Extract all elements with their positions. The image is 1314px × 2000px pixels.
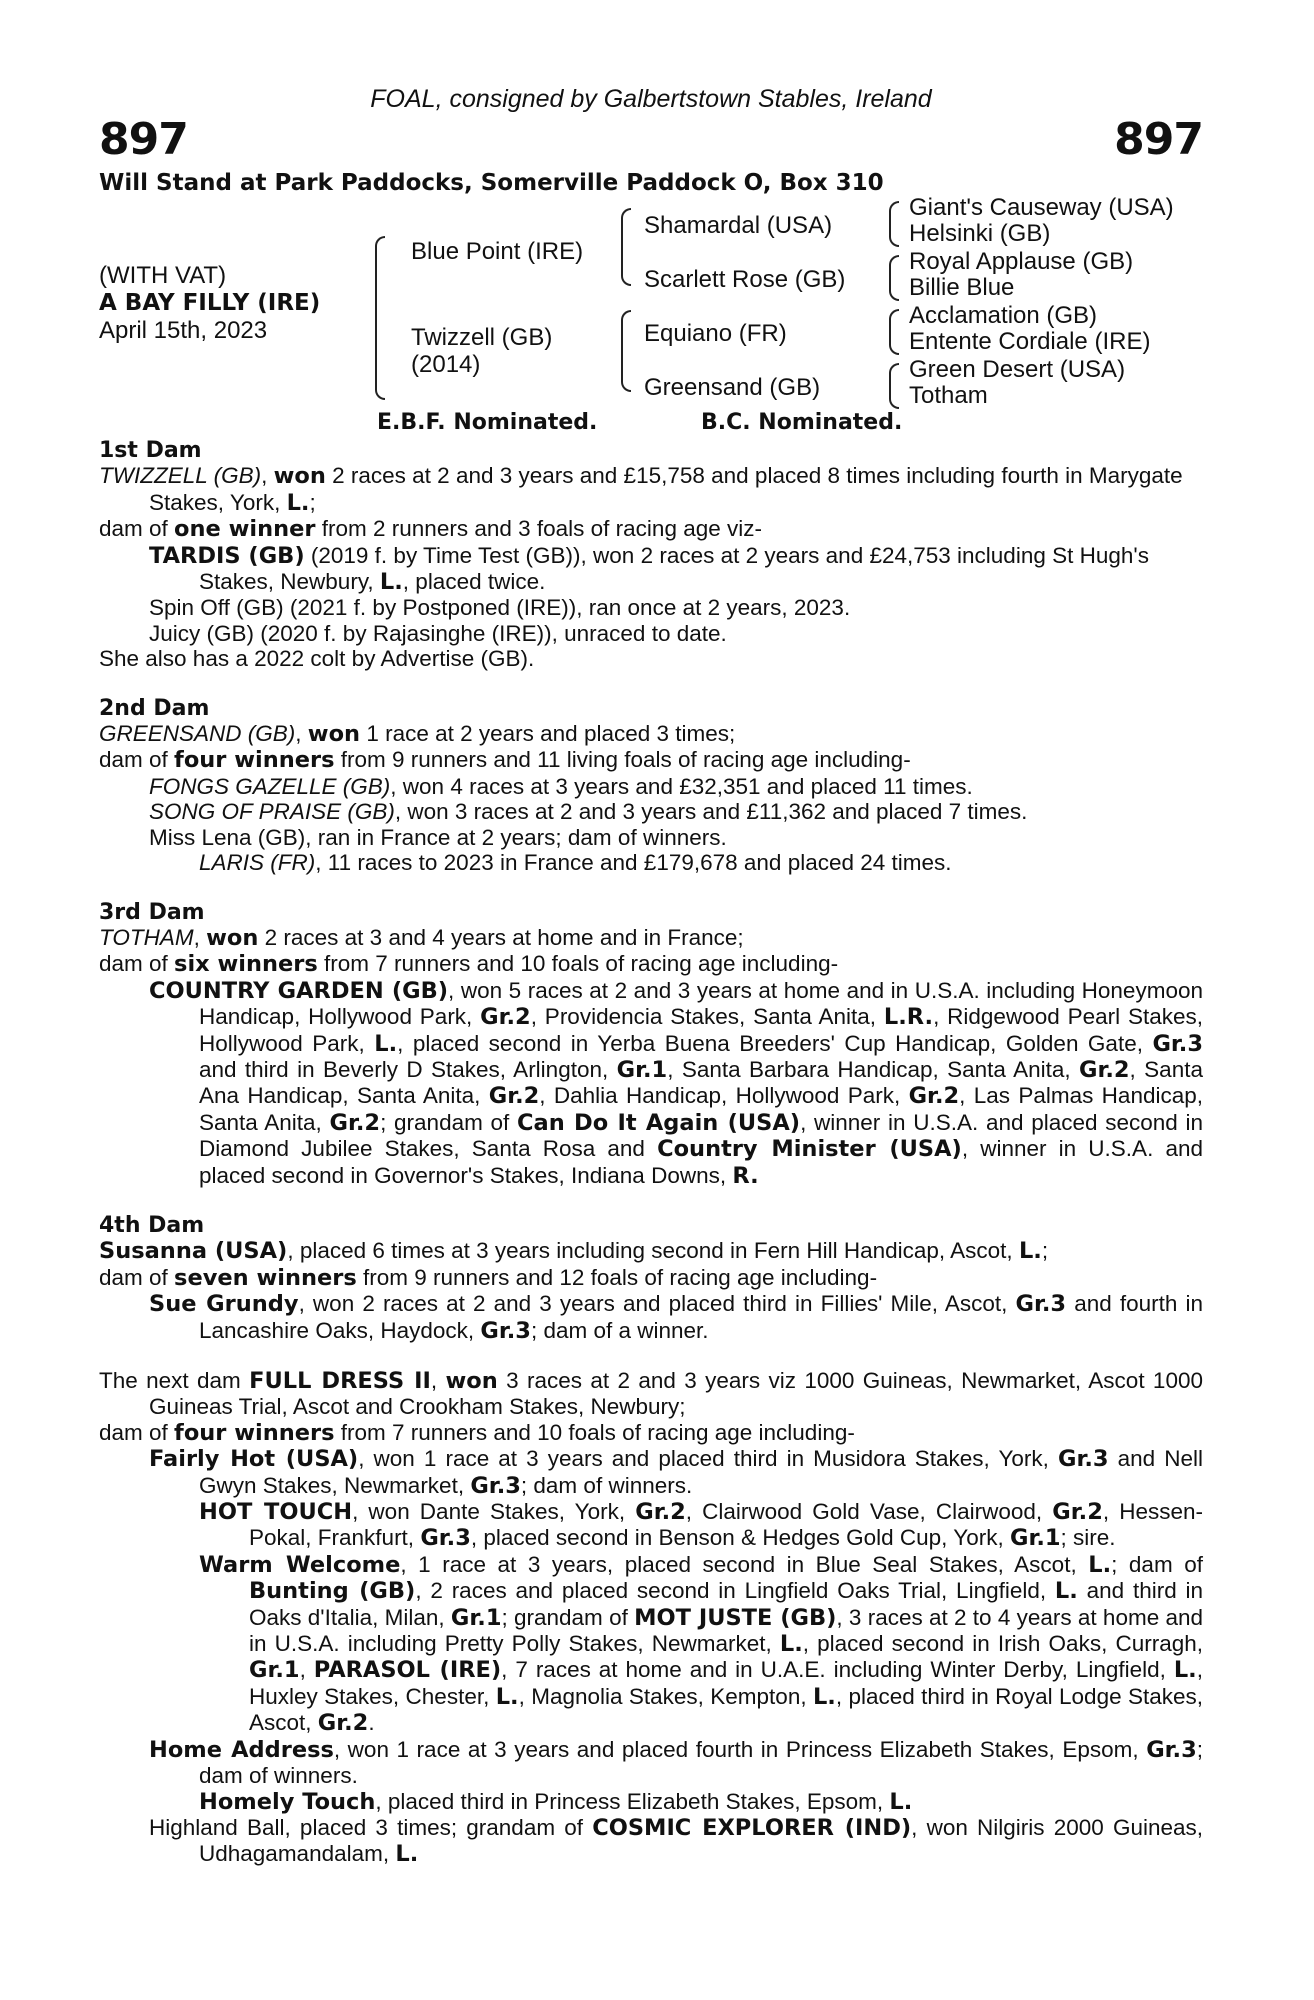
text-span: , Hessen-Pokal, Frankfurt, — [249, 1499, 1203, 1551]
sire-dam-sire: Royal Applause (GB) — [909, 248, 1134, 275]
produce-entry — [99, 543, 1203, 596]
grade-label: L. — [1088, 1551, 1112, 1578]
ebf-nominated: E.B.F. Nominated. — [377, 410, 598, 435]
text-span: from 7 runners and 10 foals of racing age including- — [317, 951, 839, 977]
produce-entry — [99, 978, 1203, 1189]
consignor-line: FOAL, consigned by Galbertstown Stables, Ireland — [370, 85, 932, 113]
progeny-name: Home Address — [149, 1736, 334, 1763]
next-dam-section — [99, 1368, 1203, 1868]
grade-label: Gr.2 — [317, 1710, 369, 1737]
produce-entry — [99, 1815, 1203, 1868]
foaling-date: April 15th, 2023 — [99, 317, 268, 344]
second-dam-produce-summary — [99, 747, 1203, 773]
produce-entry — [99, 799, 1203, 824]
text-span: ; sire. — [1060, 1525, 1116, 1551]
progeny-name: FONGS GAZELLE (GB) — [149, 773, 391, 799]
nominations-row — [99, 408, 1203, 438]
text-span: , Clairwood Gold Vase, Clairwood, — [685, 1499, 1053, 1525]
progeny-name: SONG OF PRAISE (GB) — [149, 799, 395, 825]
text-span: , placed 6 times at 3 years including second in Fern Hill Handicap, Ascot, — [287, 1238, 1019, 1264]
text-span: , 7 races at home and in U.A.E. including Winter Derby, Lingfield, — [501, 1657, 1174, 1683]
produce-entry — [99, 850, 1203, 875]
progeny-name: COSMIC EXPLORER (IND) — [592, 1814, 912, 1841]
text-span: , winner in U.S.A. and placed second in Governor's Stakes, Indiana Downs, — [199, 1136, 1203, 1188]
grade-label: L. — [779, 1631, 803, 1658]
text-span: and Nell Gwyn Stakes, Newmarket, — [199, 1446, 1203, 1498]
dam-dam-sire: Green Desert (USA) — [909, 356, 1126, 383]
grade-label: Gr.2 — [488, 1083, 540, 1110]
text-span: , won 1 race at 3 years and placed fourth in Princess Elizabeth Stakes, Epsom, — [333, 1736, 1147, 1762]
third-dam-section — [99, 900, 1203, 1189]
text-span: , Las Palmas Handicap, Santa Anita, — [199, 1083, 1203, 1135]
second-dam-record — [99, 721, 1203, 747]
grade-label: Gr.3 — [1015, 1291, 1067, 1318]
text-span: , placed second in Benson & Hedges Gold Cup, York, — [470, 1525, 1010, 1551]
lot-number-left: 897 — [99, 114, 188, 165]
next-dam-produce-summary — [99, 1420, 1203, 1446]
grade-label: L. — [1054, 1578, 1078, 1605]
section-gap — [99, 1344, 1203, 1368]
text-span: ; — [1041, 1238, 1049, 1264]
text-span: 3 races at 2 and 3 years viz 1000 Guineas, Newmarket, Ascot 1000 Guineas Trial, Ascot and Crookham Stakes, Newbury; — [149, 1368, 1203, 1420]
section-gap — [99, 1189, 1203, 1213]
text-span: , — [261, 463, 274, 489]
text-span: , winner in U.S.A. and placed second in Diamond Jubilee Stakes, Santa Rosa and — [199, 1109, 1203, 1162]
text-span: , — [295, 721, 308, 747]
text-span: , 11 races to 2023 in France and £179,678 and placed 24 times. — [315, 850, 952, 876]
bc-nominated: B.C. Nominated. — [701, 410, 903, 435]
grade-label: L. — [889, 1788, 913, 1815]
catalogue-page — [99, 84, 1203, 1868]
first-dam-heading: 1st Dam — [99, 438, 202, 463]
won-bold: won — [307, 721, 361, 748]
text-span: Highland Ball, placed 3 times; grandam of — [149, 1814, 593, 1840]
text-span: ; dam of a winner. — [530, 1317, 709, 1343]
text-span: . — [368, 1710, 375, 1736]
winners-count: four winners — [174, 1419, 335, 1446]
text-span: , placed third in Princess Elizabeth Stakes, Epsom, — [375, 1788, 890, 1814]
text-span: 2 races at 3 and 4 years at home and in France; — [258, 924, 744, 950]
text-span: , Santa Ana Handicap, Santa Anita, — [199, 1056, 1203, 1109]
text-span: dam of — [99, 516, 175, 542]
text-span: from 9 runners and 12 foals of racing age including- — [356, 1264, 878, 1290]
brace-sd — [889, 255, 899, 301]
dam-name-italic: GREENSAND (GB) — [99, 721, 296, 747]
dam-name-bold: Susanna (USA) — [99, 1238, 288, 1265]
section-gap — [99, 672, 1203, 696]
text-span: and third in Beverly D Stakes, Arlington, — [199, 1056, 617, 1082]
grade-label: L. — [379, 569, 403, 596]
grade-label: Gr.2 — [329, 1109, 381, 1136]
text-span: ; grandam of — [380, 1109, 518, 1135]
text-span: , Dahlia Handicap, Hollywood Park, — [539, 1083, 909, 1109]
grade-label: Gr.1 — [450, 1604, 502, 1631]
text-span: (2019 f. by Time Test (GB)), won 2 races at 2 years and £24,753 including St Hugh's Stakes, Newbury, — [199, 542, 1149, 595]
third-dam-heading: 3rd Dam — [99, 899, 205, 925]
text-span: , 3 races at 2 to 4 years at home and in U.S.A. including Pretty Polly Stakes, Newmarket, — [249, 1604, 1204, 1657]
text-span: , Santa Barbara Handicap, Santa Anita, — [667, 1056, 1079, 1082]
grade-label: Gr.1 — [249, 1657, 300, 1684]
progeny-name: COUNTRY GARDEN (GB) — [149, 977, 449, 1004]
text-span: , placed third in Royal Lodge Stakes, Ascot, — [249, 1683, 1203, 1736]
progeny-name: Fairly Hot (USA) — [149, 1446, 359, 1473]
produce-entry — [99, 774, 1203, 799]
grade-label: L. — [812, 1683, 836, 1710]
grade-label: Gr.3 — [470, 1472, 521, 1499]
grade-label: Gr.2 — [635, 1499, 686, 1526]
text-span: , Huxley Stakes, Chester, — [249, 1657, 1203, 1709]
dam-name-italic: TOTHAM — [99, 924, 194, 950]
grade-label: Gr.1 — [1009, 1525, 1061, 1552]
text-span: , — [193, 924, 207, 950]
text-span: 2 races at 2 and 3 years and £15,758 and placed 8 times including fourth in Marygate Stakes, York, — [149, 463, 1183, 515]
next-dam-record — [99, 1368, 1203, 1420]
brace-ds — [889, 309, 899, 355]
grade-label: L. — [286, 489, 310, 516]
text-span: from 9 runners and 11 living foals of racing age including- — [334, 747, 911, 773]
text-span: , won Nilgiris 2000 Guineas, Udhagamandalam, — [199, 1814, 1204, 1867]
progeny-name: Sue Grundy — [149, 1291, 299, 1318]
winners-count: one winner — [174, 516, 316, 543]
produce-entry: Spin Off (GB) (2021 f. by Postponed (IRE)), ran once at 2 years, 2023. — [149, 595, 851, 621]
lot-number-row — [99, 116, 1203, 164]
fourth-dam-section — [99, 1213, 1203, 1344]
text-span: , 2 races and placed second in Lingfield Oaks Trial, Lingfield, — [415, 1578, 1055, 1604]
first-dam-note: She also has a 2022 colt by Advertise (GB). — [99, 646, 535, 672]
winners-count: four winners — [174, 747, 335, 774]
progeny-name: Country Minister (USA) — [657, 1136, 962, 1163]
text-span: , won 3 races at 2 and 3 years and £11,362 and placed 7 times. — [394, 799, 1028, 825]
first-dam-produce-summary — [99, 516, 1203, 542]
progeny-name: TARDIS (GB) — [149, 542, 305, 569]
text-span: and fourth in Lancashire Oaks, Haydock, — [199, 1291, 1204, 1343]
winners-count: seven winners — [174, 1264, 357, 1291]
fourth-dam-record — [99, 1238, 1203, 1264]
text-span: , won 5 races at 2 and 3 years at home and in U.S.A. including Honeymoon Handicap, Hollywood Park, — [199, 977, 1203, 1030]
progeny-name: PARASOL (IRE) — [313, 1657, 502, 1684]
grade-label: Gr.2 — [1052, 1499, 1103, 1526]
grade-label: L. — [395, 1841, 419, 1868]
produce-entry: Miss Lena (GB), ran in France at 2 years; dam of winners. — [149, 824, 727, 850]
progeny-name: Warm Welcome — [199, 1551, 401, 1578]
grade-label: L.R. — [883, 1004, 934, 1031]
grade-label: Gr.1 — [616, 1056, 668, 1083]
dam-sire-dam: Entente Cordiale (IRE) — [909, 328, 1151, 355]
text-span: dam of — [99, 1419, 175, 1445]
text-span: from 7 runners and 10 foals of racing age including- — [334, 1419, 855, 1445]
produce-entry — [99, 1291, 1203, 1344]
text-span: , won 4 races at 3 years and £32,351 and placed 11 times. — [390, 773, 973, 799]
text-span: from 2 runners and 3 foals of racing age viz- — [315, 516, 762, 542]
text-span: and third in Oaks d'Italia, Milan, — [249, 1578, 1204, 1630]
grade-label: R. — [732, 1162, 759, 1189]
stand-location: Will Stand at Park Paddocks, Somerville Paddock O, Box 310 — [99, 170, 884, 196]
winners-count: six winners — [174, 951, 318, 978]
text-span: 1 race at 2 years and placed 3 times; — [360, 721, 736, 747]
text-span: ; dam of — [1111, 1551, 1203, 1577]
dam-name: Twizzell (GB) — [411, 324, 553, 351]
sire-dam: Scarlett Rose (GB) — [644, 266, 846, 293]
brace-dd — [889, 363, 899, 409]
grade-label: Gr.3 — [480, 1317, 531, 1344]
dam-dam: Greensand (GB) — [644, 374, 821, 401]
produce-entry — [99, 1446, 1203, 1499]
produce-entry — [99, 1499, 1203, 1552]
text-span: The next dam — [99, 1368, 250, 1393]
brace-dam — [621, 310, 631, 392]
third-dam-produce-summary — [99, 951, 1203, 977]
brace-main — [375, 236, 385, 400]
won-bold: won — [206, 924, 259, 951]
text-span: ; — [309, 489, 316, 515]
second-dam-heading: 2nd Dam — [99, 695, 210, 721]
sire-dam-dam: Billie Blue — [909, 274, 1015, 301]
progeny-name: HOT TOUCH — [199, 1499, 353, 1526]
produce-entry — [99, 1552, 1203, 1737]
second-dam-section — [99, 696, 1203, 876]
sire-sire-sire: Giant's Causeway (USA) — [909, 194, 1174, 221]
first-dam-section — [99, 438, 1203, 672]
grade-label: L. — [1018, 1238, 1042, 1265]
dam-name-italic: TWIZZELL (GB) — [99, 463, 262, 489]
horse-name: A BAY FILLY (IRE) — [99, 290, 321, 316]
text-span: , Providencia Stakes, Santa Anita, — [530, 1004, 884, 1030]
brace-sire — [621, 208, 631, 286]
grade-label: Gr.3 — [1057, 1446, 1109, 1473]
text-span: , placed second in Yerba Buena Breeders' Cup Handicap, Golden Gate, — [397, 1030, 1153, 1056]
dam-year: (2014) — [411, 351, 481, 378]
progeny-name: Can Do It Again (USA) — [517, 1109, 801, 1136]
won-bold: won — [445, 1368, 498, 1394]
dam-name-bold: FULL DRESS II — [249, 1368, 431, 1394]
third-dam-record — [99, 925, 1203, 951]
vat-note: (WITH VAT) — [99, 262, 227, 289]
grade-label: Gr.2 — [1078, 1056, 1130, 1083]
grade-label: L. — [374, 1030, 398, 1057]
dam-dam-dam: Totham — [909, 382, 988, 409]
fourth-dam-heading: 4th Dam — [99, 1212, 205, 1238]
section-gap — [99, 876, 1203, 900]
text-span: , won Dante Stakes, York, — [352, 1499, 636, 1525]
progeny-name: MOT JUSTE (GB) — [634, 1604, 837, 1631]
text-span: , 1 race at 3 years, placed second in Blue Seal Stakes, Ascot, — [400, 1551, 1089, 1577]
pedigree-table — [99, 194, 1203, 409]
text-span: dam of — [99, 951, 175, 977]
produce-entry: Juicy (GB) (2020 f. by Rajasinghe (IRE)), unraced to date. — [149, 620, 727, 646]
text-span: , Magnolia Stakes, Kempton, — [518, 1683, 813, 1709]
grade-label: L. — [1173, 1657, 1197, 1684]
lot-number-right: 897 — [1114, 114, 1203, 165]
grade-label: Gr.3 — [1146, 1736, 1197, 1763]
sire-sire-dam: Helsinki (GB) — [909, 220, 1051, 247]
fourth-dam-produce-summary — [99, 1265, 1203, 1291]
text-span: , placed second in Irish Oaks, Curragh, — [802, 1631, 1203, 1657]
grade-label: L. — [495, 1683, 519, 1710]
dam-sire: Equiano (FR) — [644, 320, 787, 347]
brace-ss — [889, 201, 899, 247]
text-span: , — [299, 1657, 314, 1683]
progeny-name: Homely Touch — [199, 1788, 376, 1815]
text-span: , won 2 races at 2 and 3 years and placed third in Fillies' Mile, Ascot, — [298, 1291, 1016, 1317]
text-span: dam of — [99, 1264, 175, 1290]
text-span: dam of — [99, 747, 175, 773]
progeny-name: LARIS (FR) — [199, 850, 316, 876]
text-span: , — [430, 1368, 446, 1393]
grade-label: Gr.2 — [480, 1004, 531, 1031]
sire-name: Blue Point (IRE) — [411, 238, 584, 265]
grade-label: Gr.3 — [420, 1525, 471, 1552]
first-dam-record — [99, 463, 1203, 516]
produce-entry — [99, 1737, 1203, 1789]
progeny-name: Bunting (GB) — [249, 1578, 416, 1605]
text-span: ; dam of winners. — [520, 1472, 693, 1498]
produce-entry — [99, 1789, 1203, 1815]
text-span: , placed twice. — [402, 569, 546, 595]
text-span: ; dam of winners. — [199, 1736, 1204, 1789]
grade-label: Gr.2 — [908, 1083, 960, 1110]
dam-sire-sire: Acclamation (GB) — [909, 302, 1098, 329]
grade-label: Gr.3 — [1152, 1030, 1204, 1057]
text-span: , won 1 race at 3 years and placed third in Musidora Stakes, York, — [358, 1446, 1058, 1472]
won-bold: won — [273, 463, 326, 490]
text-span: , Ridgewood Pearl Stakes, Hollywood Park, — [199, 1004, 1203, 1056]
text-span: ; grandam of — [501, 1604, 635, 1630]
sire-sire: Shamardal (USA) — [644, 212, 833, 239]
